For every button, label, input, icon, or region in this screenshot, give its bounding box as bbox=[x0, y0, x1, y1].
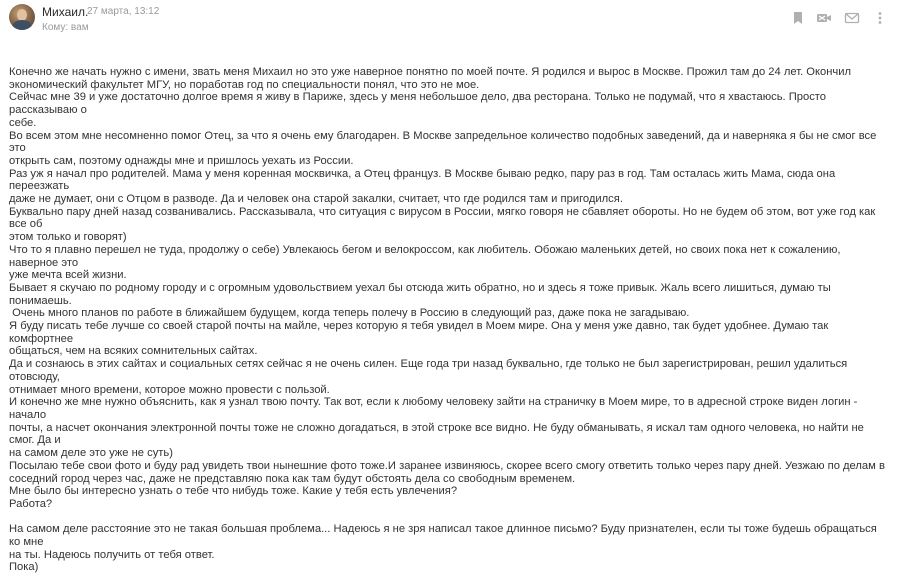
recipient-label[interactable]: Кому: вам bbox=[42, 22, 89, 33]
message-line: Да и сознаюсь в этих сайтах и социальных сетях сейчас я не очень силен. Еще года три назад буквально, где только не был зарегистрирован, решил удалиться отовсюду, bbox=[9, 358, 851, 383]
message-line: Мне было бы интересно узнать о тебе что нибудь тоже. Какие у тебя есть увлечения? bbox=[9, 485, 458, 498]
video-mute-icon[interactable] bbox=[816, 10, 832, 26]
bookmark-icon[interactable] bbox=[790, 10, 806, 26]
message-line: Очень много планов по работе в ближайшем будущем, когда теперь полечу в Россию в следующий раз, даже пока не загадываю. bbox=[9, 307, 690, 320]
message-header bbox=[0, 0, 900, 44]
message-line: Конечно же начать нужно с имени, звать меня Михаил но это уже наверное понятно по моей почте. Я родился и вырос в Москве. Прожил там до 24 лет. Окончил bbox=[9, 66, 852, 78]
sender-name[interactable]: Михаил. bbox=[42, 5, 89, 19]
message-line: Что то я плавно перешел не туда, продолжу о себе) Увлекаюсь бегом и велокроссом, как любитель. Обожаю маленьких детей, но своих пока нет к сожалению, наверное это bbox=[9, 243, 844, 269]
message-line: на ты. Надеюсь получить от тебя ответ. bbox=[9, 548, 215, 561]
message-line: соседний город через час, даже не представляю пока как там будут обстоять дела со свободным временем. bbox=[9, 472, 576, 485]
message-line: открыть сам, поэтому однажды мне и пришлось уехать из России. bbox=[9, 154, 354, 167]
message-date: 27 марта, 13:12 bbox=[87, 6, 160, 17]
message-line: почты, а насчет окончания электронной почты тоже не сложно догадаться, в этой строке все видно. Не буду обманывать, я искал там одного человека, но найти не смог. Да и bbox=[9, 421, 867, 447]
message-line: Во всем этом мне несомненно помог Отец, за что я очень ему благодарен. В Москве запредельное количество подобных заведений, да и наверняка я бы не смог все это bbox=[9, 129, 880, 155]
sender-avatar[interactable] bbox=[9, 4, 35, 30]
message-line: И конечно же мне нужно объяснить, как я узнал твою почту. Так вот, если к любому человеку зайти на страничку в Моем мире, то в адресной строке виден логин - начало bbox=[9, 396, 861, 421]
message-line: отнимает много времени, которое можно провести с пользой. bbox=[9, 383, 330, 396]
message-line: этом только и говорят) bbox=[9, 231, 127, 244]
message-line: На самом деле расстояние это не такая большая проблема... Надеюсь я не зря написал такое длинное письмо? Буду признателен, если ты тоже будешь обращаться ко мне bbox=[9, 523, 880, 548]
message-line: Бывает я скучаю по родному городу и с огромным удовольствием уехал бы отсюда жить обратно, но и здесь я тоже привык. Жаль всего лишиться, думаю ты понимаешь. bbox=[9, 281, 834, 307]
message-line: на самом деле это уже не суть) bbox=[9, 447, 173, 460]
message-line: Сейчас мне 39 и уже достаточно долгое время я живу в Париже, здесь у меня небольшое дело, два ресторана. Только не подумай, что я хвастаюсь. Просто рассказываю о bbox=[9, 91, 830, 117]
message-body bbox=[9, 66, 889, 574]
message-line bbox=[9, 511, 889, 524]
message-line: Буквально пару дней назад созванивались. Рассказывала, что ситуация с вирусом в России, мягко говоря не сбавляет обороты. Но не будем об этом, вот уже год как все об bbox=[9, 205, 879, 231]
message-line: Посылаю тебе свои фото и буду рад увидеть твои нынешние фото тоже.И заранее извиняюсь, скорее всего смогу ответить только через пару дней. Уезжаю по делам в bbox=[9, 459, 885, 472]
message-line: Пока) bbox=[9, 561, 39, 574]
message-line: себе. bbox=[9, 116, 37, 129]
message-line: даже не думает, они с Отцом в разводе. Да и человек она старой закалки, считает, что где родился там и пригодился. bbox=[9, 193, 623, 206]
avatar-body bbox=[12, 20, 32, 30]
message-line: уже мечта всей жизни. bbox=[9, 269, 127, 282]
mail-icon[interactable] bbox=[844, 10, 860, 26]
message-line: Раз уж я начал про родителей. Мама у меня коренная москвичка, а Отец француз. В Москве бываю редко, пару раз в год. Там осталась жить Мама, сюда она переезжать bbox=[9, 167, 839, 193]
message-line: общаться, чем на всяких сомнительных сайтах. bbox=[9, 345, 258, 358]
message-line: Работа? bbox=[9, 497, 53, 510]
message-line: Я буду писать тебе лучше со своей старой почты на майле, через которую я тебя увидел в Моем мире. Она у меня уже давно, так будет удобнее. Думаю так комфортнее bbox=[9, 320, 832, 345]
more-icon[interactable] bbox=[872, 10, 888, 26]
message-line: экономический факультет МГУ, но поработав год по специальности понял, что это не мое. bbox=[9, 78, 480, 91]
